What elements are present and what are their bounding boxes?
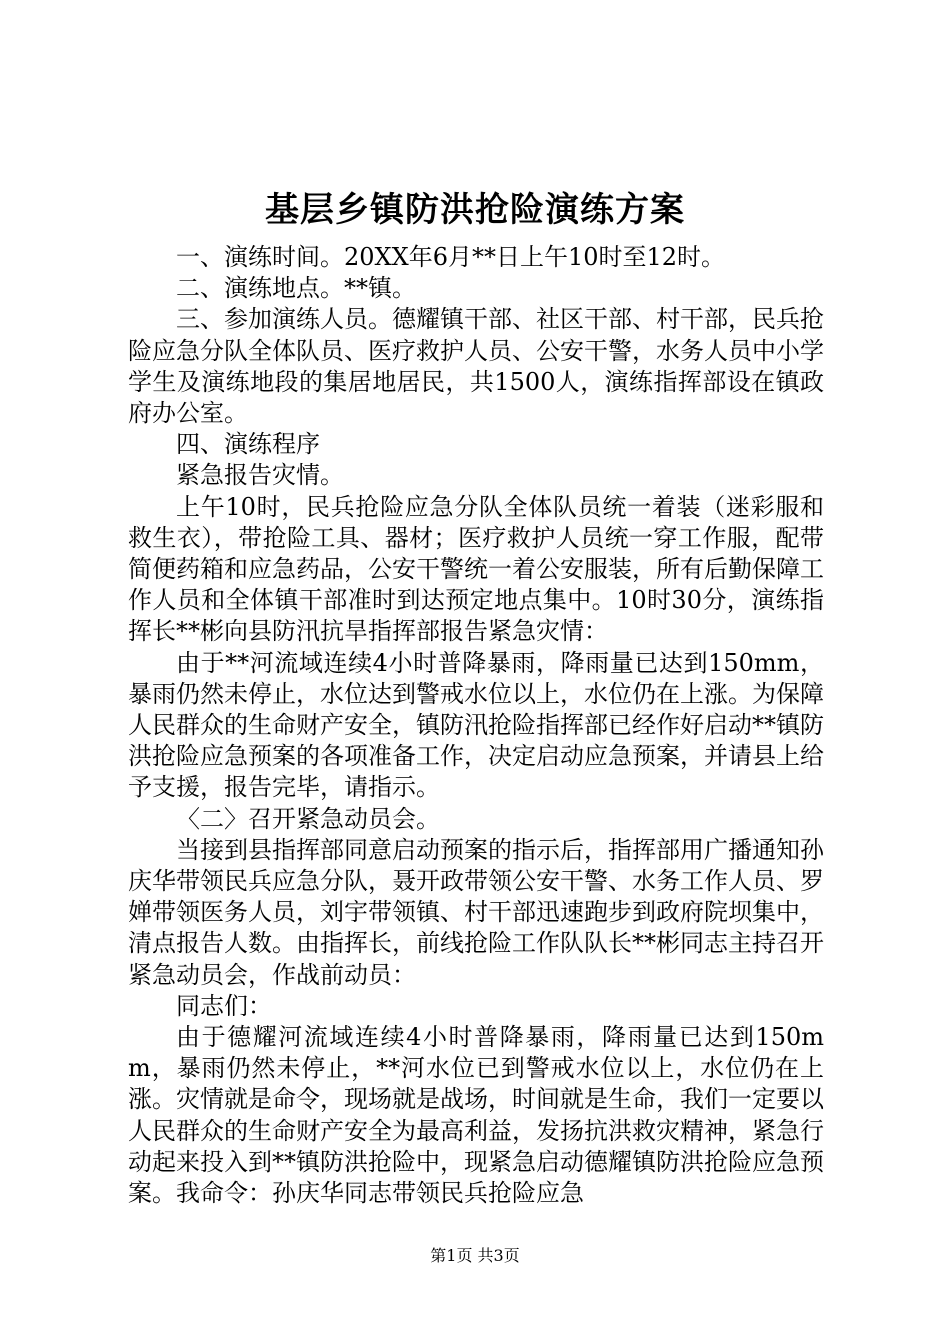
paragraph-procedure-heading: 四、演练程序 bbox=[176, 430, 320, 459]
paragraph-emergency-report-heading: 紧急报告灾情。 bbox=[176, 461, 344, 490]
paragraph-disaster-report: 由于**河流域连续4小时普降暴雨，降雨量已达到150mm，暴雨仍然未停止，水位达到警戒水位以上，水位仍在上涨。为保障人民群众的生命财产安全，镇防汛抢险指挥部已经作好启动**镇防洪抢险应急预案的各项准备工作，决定启动应急预案，并请县上给予支援，报告完毕，请指示。 bbox=[128, 648, 824, 802]
paragraph-mobilization-heading: 〈二〉召开紧急动员会。 bbox=[176, 804, 440, 833]
paragraph-speech: 由于德耀河流域连续4小时普降暴雨，降雨量已达到150mm，暴雨仍然未停止，**河水位已到警戒水位以上，水位仍在上涨。灾情就是命令，现场就是战场，时间就是生命，我们一定要以人民群众的生命财产安全为最高利益，发扬抗洪救灾精神，紧急行动起来投入到**镇防洪抢险中，现紧急启动德耀镇防洪抢险应急预案。我命令：孙庆华同志带领民兵抢险应急 bbox=[128, 1023, 824, 1208]
document-body bbox=[128, 242, 824, 1209]
paragraph-assembly: 上午10时，民兵抢险应急分队全体队员统一着装（迷彩服和救生衣），带抢险工具、器材；医疗救护人员统一穿工作服，配带简便药箱和应急药品，公安干警统一着公安服装，所有后勤保障工作人员和全体镇干部准时到达预定地点集中。10时30分，演练指挥长**彬向县防汛抗旱指挥部报告紧急灾情： bbox=[128, 492, 824, 646]
paragraph-drill-location: 二、演练地点。**镇。 bbox=[176, 274, 416, 303]
paragraph-participants: 三、参加演练人员。德耀镇干部、社区干部、村干部，民兵抢险应急分队全体队员、医疗救护人员、公安干警，水务人员中小学学生及演练地段的集居地居民，共1500人，演练指挥部设在镇政府办公室。 bbox=[128, 305, 824, 428]
paragraph-mobilization: 当接到县指挥部同意启动预案的指示后，指挥部用广播通知孙庆华带领民兵应急分队，聂开政带领公安干警、水务工作人员、罗婵带领医务人员，刘宇带领镇、村干部迅速跑步到政府院坝集中，清点报告人数。由指挥长，前线抢险工作队队长**彬同志主持召开紧急动员会，作战前动员： bbox=[128, 835, 824, 989]
document-title: 基层乡镇防洪抢险演练方案 bbox=[265, 190, 685, 230]
paragraph-drill-time: 一、演练时间。20XX年6月**日上午10时至12时。 bbox=[176, 243, 726, 271]
page-number-footer: 第1页 共3页 bbox=[430, 1246, 520, 1265]
paragraph-salutation: 同志们： bbox=[176, 991, 272, 1020]
